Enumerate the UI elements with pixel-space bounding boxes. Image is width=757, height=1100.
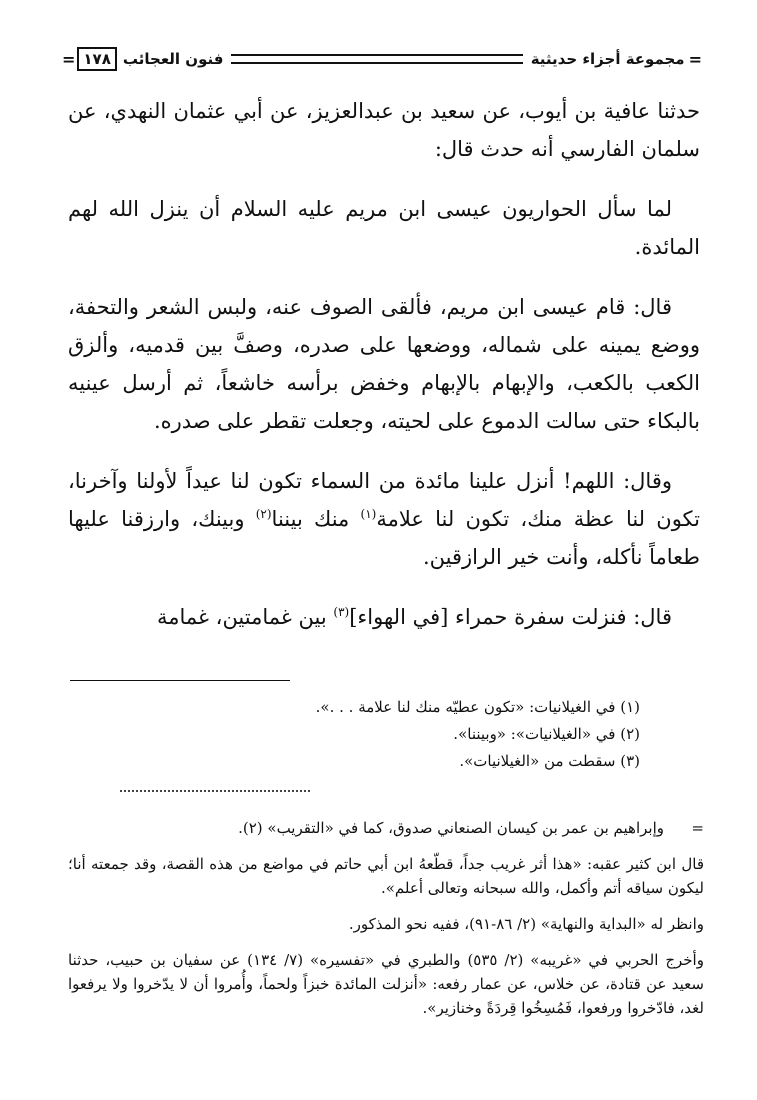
main-text bbox=[68, 92, 700, 658]
page-number: ١٧٨ bbox=[77, 47, 116, 71]
header-right-mark: = bbox=[688, 49, 702, 69]
book-title: فنون العجائب bbox=[122, 50, 224, 68]
footnote-ref-2[interactable]: (٢) bbox=[255, 507, 272, 521]
dua-text-2: منك بيننا bbox=[271, 507, 361, 531]
continuation-mark: = bbox=[691, 819, 704, 837]
footnote-2: (٢) في «الغيلانيات»: «وبيننا». bbox=[453, 725, 640, 743]
descent-text-2: بين غمامتين، غمامة bbox=[156, 605, 334, 629]
note-1-text: وإبراهيم بن عمر بن كيسان الصنعاني صدوق، كما في «التقريب» (٢). bbox=[238, 819, 664, 837]
note-2: قال ابن كثير عقبه: «هذا أثر غريب جداً، قطّعهُ ابن أبي حاتم في مواضع من هذه القصة، وقد جمعته أنا؛ ليكون سياقه أتم وأكمل، والله سبحانه وتعالى أعلم». bbox=[68, 855, 704, 897]
dotted-separator bbox=[120, 790, 310, 792]
continued-notes bbox=[68, 816, 704, 1032]
footnote-separator bbox=[70, 680, 290, 681]
paragraph-descent bbox=[68, 598, 700, 636]
note-3: وانظر له «البداية والنهاية» (٢/ ٨٦-٩١)، ففيه نحو المذكور. bbox=[348, 915, 704, 933]
footnotes bbox=[68, 694, 640, 775]
footnote-ref-3[interactable]: (٣) bbox=[333, 605, 350, 619]
footnote-1: (١) في الغيلانيات: «تكون عطيّه منك لنا علامة . . .». bbox=[315, 698, 640, 716]
note-1 bbox=[68, 816, 704, 840]
header-left-mark: = bbox=[62, 49, 76, 69]
paragraph-isnad: حدثنا عافية بن أيوب، عن سعيد بن عبدالعزيز، عن أبي عثمان النهدي، عن سلمان الفارسي أنه حدث قال: bbox=[68, 99, 700, 161]
paragraph-question: لما سأل الحواريون عيسى ابن مريم عليه السلام أن ينزل الله لهم المائدة. bbox=[68, 197, 700, 259]
note-4: وأخرج الحربي في «غريبه» (٢/ ٥٣٥) والطبري في «تفسيره» (٧/ ١٣٤) عن سفيان بن حبيب، حدثنا سعيد عن قتادة، عن خلاس، عن عمار رفعه: «أنزلت المائدة خبزاً ولحماً، وأُمروا أن لا يدّخروا ولا يرفعوا لغد، فادّخروا ورفعوا، فَمُسِخُوا قِردَةً وخنازير». bbox=[68, 951, 704, 1017]
page-header bbox=[62, 44, 702, 74]
footnote-ref-1[interactable]: (١) bbox=[360, 507, 377, 521]
dua-text-3: وبينك، وارزقنا عليها طعاماً نأكله، وأنت خير الرازقين. bbox=[68, 507, 700, 569]
footnote-3: (٣) سقطت من «الغيلانيات». bbox=[459, 752, 640, 770]
paragraph-dua bbox=[68, 462, 700, 576]
series-title: مجموعة أجزاء حديثية bbox=[530, 50, 685, 68]
dua-text-1: وقال: اللهم! أنزل علينا مائدة من السماء تكون لنا عيداً لأولنا وآخرنا، تكون لنا عظة منك، تكون لنا علامة bbox=[68, 469, 701, 531]
paragraph-prayer-posture: قال: قام عيسى ابن مريم، فألقى الصوف عنه، ولبس الشعر والتحفة، ووضع يمينه على شماله، ووضعها على صدره، وصفَّ بين قدميه، وألزق الكعب بالكعب، والإبهام بالإبهام وخفض برأسه خاشعاً، ثم أرسل عينيه بالبكاء حتى سالت الدموع على لحيته، وجعلت تقطر على صدره. bbox=[68, 295, 700, 433]
header-rule-right bbox=[231, 54, 522, 64]
descent-text-1: قال: فنزلت سفرة حمراء [في الهواء] bbox=[349, 605, 672, 629]
